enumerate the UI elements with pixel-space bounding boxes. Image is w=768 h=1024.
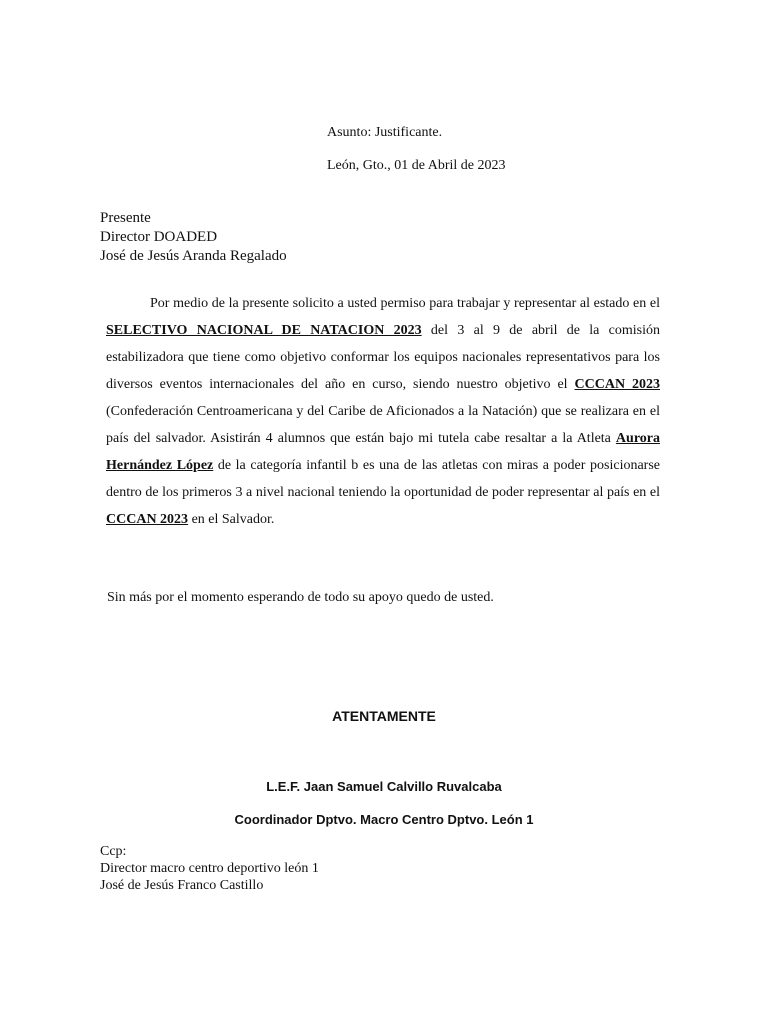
recipient-line-name: José de Jesús Aranda Regalado — [100, 248, 287, 264]
event-name: SELECTIVO NACIONAL DE NATACION 2023 — [106, 323, 422, 338]
cccan-first-mention: CCCAN 2023 — [574, 377, 660, 392]
signer-title: Coordinador Dptvo. Macro Centro Dptvo. León 1 — [234, 812, 534, 827]
salutation: ATENTAMENTE — [332, 708, 436, 724]
ccp-label: Ccp: — [100, 844, 127, 859]
recipient-line-presente: Presente — [100, 210, 151, 226]
cccan-second-mention: CCCAN 2023 — [106, 512, 189, 527]
recipient-line-title: Director DOADED — [100, 229, 218, 245]
body-end-text: en el Salvador. — [188, 512, 275, 527]
place-date: León, Gto., 01 de Abril de 2023 — [327, 158, 506, 173]
ccp-line-1: Director macro centro deportivo león 1 — [100, 861, 319, 876]
signer-name: L.E.F. Jaan Samuel Calvillo Ruvalcaba — [266, 779, 502, 794]
closing-line: Sin más por el momento esperando de todo su apoyo quedo de usted. — [107, 590, 494, 605]
body-paragraph — [106, 290, 660, 533]
ccp-block — [100, 843, 319, 894]
athlete-name: Aurora Hernández López — [106, 431, 660, 473]
body-after-event-text: del 3 al 9 de abril de la comisión estabilizadora que tiene como objetivo conformar los equipos nacionales representativos para los diversos eventos internacionales del año en curso, siendo nuestro objetivo el — [106, 323, 660, 392]
body-after-athlete-text: de la categoría infantil b es una de las atletas con miras a poder posicionarse dentro de los primeros 3 a nivel nacional teniendo la oportunidad de poder representar al país en el — [106, 458, 660, 500]
body-after-cccan-text: (Confederación Centroamericana y del Caribe de Aficionados a la Natación) que se realizara en el país del salvador. Asistirán 4 alumnos que están bajo mi tutela cabe resaltar a la Atleta — [106, 404, 660, 446]
subject-line: Asunto: Justificante. — [327, 125, 443, 140]
ccp-line-2: José de Jesús Franco Castillo — [100, 878, 264, 893]
recipient-block — [100, 209, 287, 266]
body-intro-text: Por medio de la presente solicito a usted permiso para trabajar y representar al estado en el — [150, 296, 660, 311]
